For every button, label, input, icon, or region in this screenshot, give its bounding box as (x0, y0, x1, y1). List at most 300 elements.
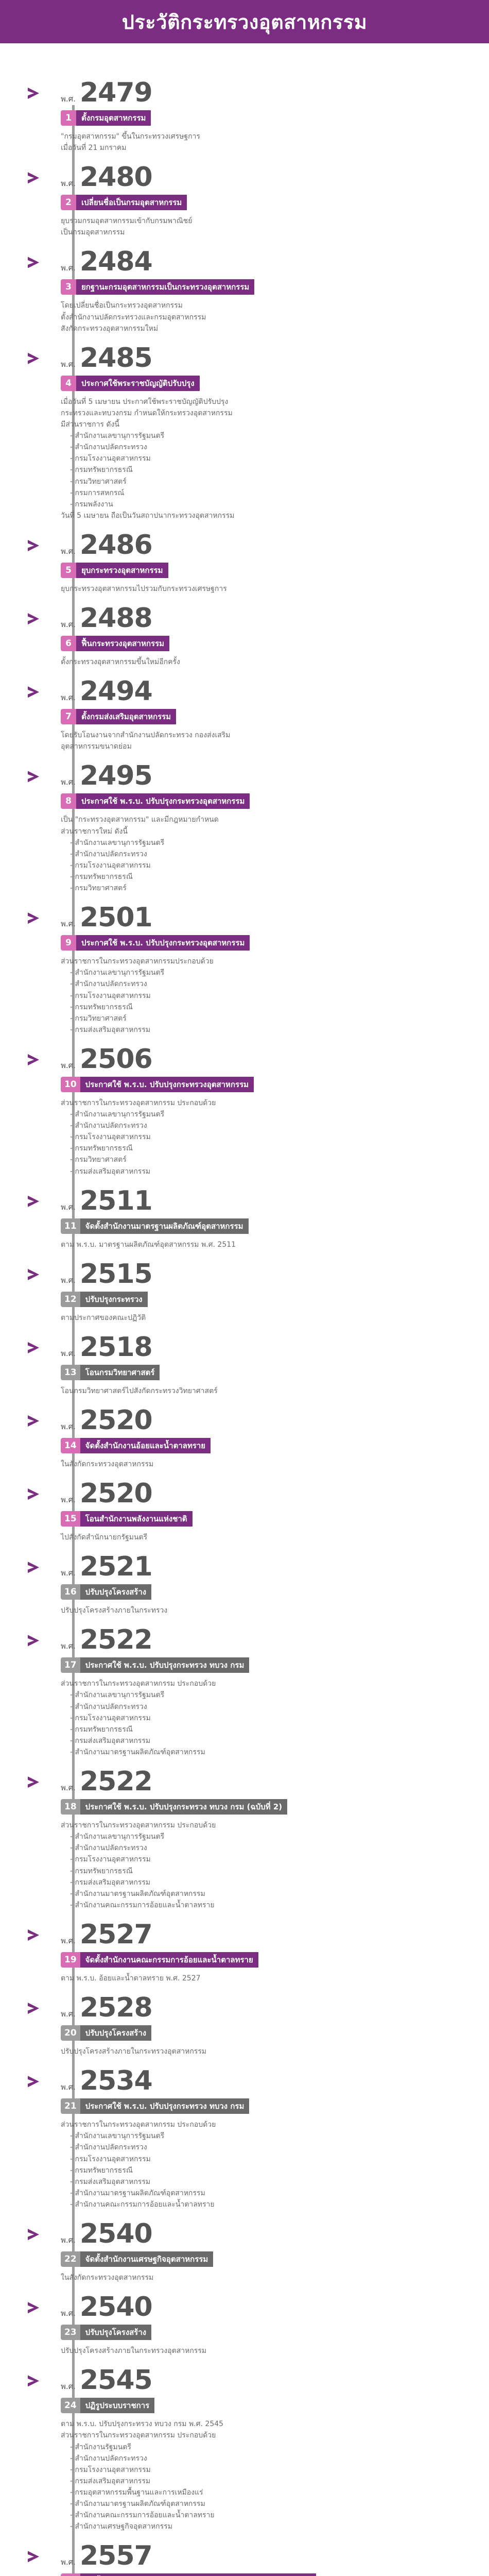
agency-list-item: - สำนักงานปลัดกระทรวง (70, 1702, 147, 1711)
event-label (61, 563, 468, 578)
entry-year: 2557 (79, 2540, 152, 2572)
entry-year: 2522 (79, 1766, 152, 1798)
entry-year: 2518 (79, 1331, 152, 1363)
event-title: ปฏิรูประบบราชการ (80, 2398, 155, 2413)
event-label (61, 195, 468, 210)
event-number: 17 (61, 1657, 80, 1673)
event-title: ประกาศใช้ พ.ร.บ. ปรับปรุงกระทรวง ทบวง กรม (80, 1657, 250, 1673)
event-title: ตั้งกรมส่งเสริมอุตสาหกรรม (76, 709, 176, 724)
agency-list-item: - กรมพลังงาน (70, 500, 113, 509)
description-line: เป็นกรมอุตสาหกรรม (61, 228, 125, 237)
event-description (61, 956, 421, 1036)
description-line: โดยเปลี่ยนชื่อเป็นกระทรวงอุตสาหกรรม (61, 301, 183, 310)
description-line: อุตสาหกรรมขนาดย่อม (61, 742, 132, 751)
event-label (61, 110, 468, 126)
era-prefix: พ.ศ. (61, 2557, 76, 2567)
year-line (61, 1331, 468, 1363)
timeline-entry (61, 2294, 468, 2357)
timeline-entry (61, 1921, 468, 1984)
event-description (61, 1312, 421, 1324)
agency-list-item: - กรมส่งเสริมอุตสาหกรรม (70, 1736, 151, 1745)
year-line (61, 2540, 468, 2572)
event-label (61, 2398, 468, 2413)
arrow-marker-icon (28, 540, 39, 551)
agency-list-item: - สำนักงานเลขานุการรัฐมนตรี (70, 1110, 165, 1119)
year-line (61, 2218, 468, 2250)
event-label (61, 793, 468, 809)
arrow-marker-icon (28, 1776, 39, 1788)
entry-year: 2488 (79, 603, 152, 634)
event-description (61, 1532, 421, 1543)
agency-list-item: - สำนักงานเลขานุการรัฐมนตรี (70, 838, 165, 847)
year-line (61, 760, 468, 792)
arrow-marker-icon (28, 2375, 39, 2386)
agency-list-item: - กรมโรงงานอุตสาหกรรม (70, 991, 151, 1000)
event-description (61, 1678, 421, 1758)
era-prefix: พ.ศ. (61, 1348, 76, 1358)
event-title: ยุบกระทรวงอุตสาหกรรม (76, 563, 168, 578)
entry-year: 2515 (79, 1258, 152, 1290)
event-title: โอนกรมวิทยาศาสตร์ (80, 1365, 160, 1380)
era-prefix: พ.ศ. (61, 620, 76, 630)
arrow-marker-icon (28, 2003, 39, 2014)
entry-year: 2480 (79, 162, 152, 193)
arrow-marker-icon (28, 2076, 39, 2087)
event-description (61, 2418, 421, 2532)
page-header (0, 0, 489, 43)
event-number: 3 (61, 279, 76, 295)
year-line (61, 1043, 468, 1075)
agency-list-item: - กรมวิทยาศาสตร์ (70, 884, 127, 893)
agency-list-item: - กรมทรัพยากรธรณี (70, 1867, 133, 1875)
event-title: ประกาศใช้ พ.ร.บ. ปรับปรุงกระทรวงอุตสาหกรรม (80, 1077, 254, 1092)
description-line: ตาม พ.ร.บ. มาตรฐานผลิตภัณฑ์อุตสาหกรรม พ.ศ. 2511 (61, 1240, 236, 1249)
event-number: 18 (61, 1799, 80, 1815)
description-line: ไปสังกัดสำนักนายกรัฐมนตรี (61, 1533, 148, 1542)
event-description (61, 396, 421, 521)
agency-list-item: - กรมการสหกรณ์ (70, 488, 125, 497)
description-line: ปรับปรุงโครงสร้างภายในกระทรวง (61, 1606, 168, 1615)
event-label (61, 279, 468, 295)
agency-list-item: - กรมทรัพยากรธรณี (70, 1725, 133, 1734)
agency-list-item: - สำนักงานปลัดกระทรวง (70, 850, 147, 858)
agency-list-item: - สำนักงานปลัดกระทรวง (70, 2143, 147, 2152)
era-prefix: พ.ศ. (61, 2235, 76, 2245)
arrow-marker-icon (28, 686, 39, 698)
event-label (61, 2325, 468, 2340)
agency-list-item: - สำนักงานมาตรฐานผลิตภัณฑ์อุตสาหกรรม (70, 1889, 205, 1898)
timeline-entries (61, 79, 468, 2576)
event-title: ฟื้นกระทรวงอุตสาหกรรม (76, 636, 169, 651)
event-description (61, 2119, 421, 2210)
event-label (61, 2098, 468, 2114)
description-line: ส่วนราชการในกระทรวงอุตสาหกรรมประกอบด้วย (61, 957, 214, 966)
arrow-marker-icon (28, 1342, 39, 1353)
history-timeline (0, 43, 489, 2576)
event-description (61, 1820, 421, 1911)
description-line: ปรับปรุงโครงสร้างภายในกระทรวงอุตสาหกรรม (61, 2047, 207, 2056)
event-label (61, 1218, 468, 1234)
description-line: ส่วนราชการใหม่ ดังนี้ (61, 827, 128, 836)
era-prefix: พ.ศ. (61, 1060, 76, 1070)
era-prefix: พ.ศ. (61, 94, 76, 104)
year-line (61, 529, 468, 561)
era-prefix: พ.ศ. (61, 1568, 76, 1578)
entry-year: 2534 (79, 2065, 152, 2097)
event-title: ประกาศใช้ พ.ร.บ. ปรับปรุงกระทรวงอุตสาหกรรม (76, 793, 250, 809)
agency-list-item: - สำนักงานปลัดกระทรวง (70, 2454, 147, 2463)
year-line (61, 79, 468, 106)
description-line: ส่วนราชการในกระทรวงอุตสาหกรรม ประกอบด้วย (61, 1680, 216, 1688)
agency-list-item: - สำนักงานคณะกรรมการอ้อยและน้ำตาลทราย (70, 2511, 215, 2520)
era-prefix: พ.ศ. (61, 2082, 76, 2092)
arrow-marker-icon (28, 257, 39, 268)
entry-year: 2520 (79, 1478, 152, 1510)
entry-year: 2485 (79, 342, 152, 374)
event-number: 15 (61, 1511, 80, 1527)
event-title: โอนสำนักงานพลังงานแห่งชาติ (80, 1511, 193, 1527)
event-number: 2 (61, 195, 76, 210)
description-line: ส่วนราชการในกระทรวงอุตสาหกรรม ประกอบด้วย (61, 2431, 216, 2440)
description-line: เมื่อวันที่ 21 มกราคม (61, 144, 127, 152)
event-number: 16 (61, 1584, 80, 1600)
event-label (61, 1952, 468, 1968)
agency-list-item: - สำนักงานมาตรฐานผลิตภัณฑ์อุตสาหกรรม (70, 2500, 205, 2509)
event-number: 4 (61, 376, 76, 391)
agency-list-item: - กรมส่งเสริมอุตสาหกรรม (70, 1167, 151, 1176)
timeline-entry (61, 248, 468, 334)
description-line: ส่วนราชการในกระทรวงอุตสาหกรรม ประกอบด้วย (61, 1821, 216, 1830)
entry-year: 2494 (79, 676, 152, 707)
agency-list-item: - สำนักงานเลขานุการรัฐมนตรี (70, 969, 165, 977)
timeline-entry (61, 904, 468, 1036)
event-description (61, 1605, 421, 1616)
event-description (61, 730, 421, 752)
page-title: ประวัติกระทรวงอุตสาหกรรม (121, 10, 368, 33)
agency-list-item: - กรมทรัพยากรธรณี (70, 872, 133, 881)
timeline-entry (61, 1994, 468, 2057)
description-line: ยุบรวมกรมอุตสาหกรรมเข้ากับกรมพาณิชย์ (61, 217, 193, 226)
event-description (61, 1973, 421, 1984)
year-line (61, 342, 468, 374)
event-description (61, 583, 421, 595)
event-number: 14 (61, 1438, 80, 1453)
year-line (61, 2367, 468, 2394)
event-title: ประกาศใช้ พ.ร.บ. ปรับปรุงกระทรวง ทบวง กรม (ฉบับที่ 2) (80, 1799, 287, 1815)
era-prefix: พ.ศ. (61, 1202, 76, 1212)
event-description (61, 215, 421, 238)
era-prefix: พ.ศ. (61, 919, 76, 929)
timeline-entry (61, 762, 468, 894)
event-title: จัดตั้งสำนักงานเศรษฐกิจอุตสาหกรรม (80, 2251, 214, 2267)
description-line: โอนกรมวิทยาศาสตร์ไปสังกัดกระทรวงวิทยาศาสตร์ (61, 1386, 218, 1395)
entry-year: 2527 (79, 1919, 152, 1950)
year-line (61, 1624, 468, 1656)
entry-year: 2545 (79, 2365, 152, 2396)
event-title: ปรับปรุงโครงสร้าง (80, 1584, 151, 1600)
year-line (61, 1921, 468, 1948)
arrow-marker-icon (28, 1635, 39, 1646)
description-line: ยุบกระทรวงอุตสาหกรรมไปรวมกับกระทรวงเศรษฐการ (61, 584, 227, 593)
event-description (61, 814, 421, 894)
era-prefix: พ.ศ. (61, 179, 76, 189)
event-title: จัดตั้งสำนักงานมาตรฐานผลิตภัณฑ์อุตสาหกรรม (80, 1218, 249, 1234)
description-line: มีส่วนราชการ ดังนี้ (61, 420, 119, 429)
event-label (61, 935, 468, 951)
event-number: 12 (61, 1292, 80, 1307)
era-prefix: พ.ศ. (61, 1422, 76, 1432)
year-line (61, 2292, 468, 2323)
description-line: ตาม พ.ร.บ. อ้อยและน้ำตาลทราย พ.ศ. 2527 (61, 1974, 201, 1982)
event-number: 1 (61, 110, 76, 126)
entry-year: 2479 (79, 77, 152, 108)
event-number: 6 (61, 636, 76, 651)
description-line: โดยรับโอนงานจากสำนักงานปลัดกระทรวง กองส่งเสริม (61, 731, 231, 740)
event-number: 20 (61, 2025, 80, 2041)
description-line: เมื่อวันที่ 5 เมษายน ประกาศใช้พระราชบัญญัติปรับปรุง (61, 397, 229, 406)
event-label (61, 1657, 468, 1673)
entry-year: 2484 (79, 246, 152, 278)
event-title: จัดตั้งสำนักงานอ้อยและน้ำตาลทราย (80, 1438, 211, 1453)
event-number (61, 2573, 80, 2576)
event-title: ตั้งกรมอุตสาหกรรม (76, 110, 151, 126)
year-line (61, 1478, 468, 1510)
event-label (61, 1584, 468, 1600)
event-description (61, 300, 421, 334)
entry-year: 2522 (79, 1624, 152, 1656)
year-line (61, 1185, 468, 1216)
description-line: ตั้งกระทรวงอุตสาหกรรมขึ้นใหม่อีกครั้ง (61, 658, 180, 667)
event-description (61, 2272, 421, 2283)
year-line (61, 1766, 468, 1798)
event-label (61, 1365, 468, 1380)
era-prefix: พ.ศ. (61, 1783, 76, 1793)
agency-list-item: - กรมโรงงานอุตสาหกรรม (70, 1855, 151, 1864)
agency-list-item: - สำนักงานคณะกรรมการอ้อยและน้ำตาลทราย (70, 1901, 215, 1909)
agency-list-item: - สำนักงานปลัดกระทรวง (70, 980, 147, 989)
timeline-entry (61, 1407, 468, 1470)
era-prefix: พ.ศ. (61, 693, 76, 703)
year-line (61, 1407, 468, 1434)
agency-list-item: - กรมวิทยาศาสตร์ (70, 1156, 127, 1164)
entry-year: 2540 (79, 2218, 152, 2250)
timeline-entry (61, 342, 468, 521)
agency-list-item: - กรมโรงงานอุตสาหกรรม (70, 2465, 151, 2474)
event-label (61, 1077, 468, 1092)
agency-list-item: - กรมส่งเสริมอุตสาหกรรม (70, 2177, 151, 2186)
agency-list-item: - กรมทรัพยากรธรณี (70, 2166, 133, 2175)
year-line (61, 1992, 468, 2024)
era-prefix: พ.ศ. (61, 1641, 76, 1651)
arrow-marker-icon (28, 2302, 39, 2313)
arrow-marker-icon (28, 613, 39, 624)
event-label (61, 2025, 468, 2041)
era-prefix: พ.ศ. (61, 1495, 76, 1505)
era-prefix: พ.ศ. (61, 1275, 76, 1285)
timeline-entry (61, 605, 468, 668)
agency-list-item: - กรมโรงงานอุตสาหกรรม (70, 861, 151, 870)
description-line: ตั้งสำนักงานปลัดกระทรวงและกรมอุตสาหกรรม (61, 313, 206, 321)
description-line: ส่วนราชการในกระทรวงอุตสาหกรรม ประกอบด้วย (61, 2121, 216, 2129)
event-number: 7 (61, 709, 76, 724)
event-number: 21 (61, 2098, 80, 2114)
year-line (61, 1258, 468, 1290)
arrow-marker-icon (28, 771, 39, 782)
entry-year: 2528 (79, 1992, 152, 2024)
agency-list-item: - สำนักงานมาตรฐานผลิตภัณฑ์อุตสาหกรรม (70, 1748, 205, 1757)
event-title: ปรับปรุงโครงสร้าง (80, 2325, 151, 2340)
event-label (61, 1511, 468, 1527)
timeline-entry (61, 2218, 468, 2283)
arrow-marker-icon (28, 88, 39, 99)
agency-list-item: - สำนักงานเลขานุการรัฐมนตรี (70, 1691, 165, 1700)
description-line: ส่วนราชการในกระทรวงอุตสาหกรรม ประกอบด้วย (61, 1098, 216, 1107)
arrow-marker-icon (28, 353, 39, 364)
entry-year: 2521 (79, 1551, 152, 1583)
arrow-marker-icon (28, 2229, 39, 2240)
agency-list-item: - สำนักงานรัฐมนตรี (70, 2443, 131, 2451)
event-description (61, 1239, 421, 1250)
event-number: 24 (61, 2398, 80, 2413)
agency-list-item: - กรมโรงงานอุตสาหกรรม (70, 2155, 151, 2163)
year-line (61, 605, 468, 632)
event-description (61, 1385, 421, 1397)
event-number: 9 (61, 935, 76, 951)
event-number: 23 (61, 2325, 80, 2340)
agency-list-item: - สำนักงานปลัดกระทรวง (70, 443, 147, 452)
arrow-marker-icon (28, 1929, 39, 1941)
timeline-entry (61, 1043, 468, 1177)
event-number: 11 (61, 1218, 80, 1234)
event-title: ปรับปรุงกระทรวง (80, 1292, 148, 1307)
agency-list-item: - กรมวิทยาศาสตร์ (70, 477, 127, 486)
description-line: ตามประกาศของคณะปฏิวัติ (61, 1313, 146, 1322)
year-line (61, 164, 468, 191)
era-prefix: พ.ศ. (61, 2309, 76, 2318)
entry-year: 2501 (79, 902, 152, 934)
event-description (61, 1097, 421, 1177)
timeline-entry (61, 529, 468, 595)
agency-list-item: - กรมทรัพยากรธรณี (70, 1003, 133, 1011)
agency-list-item: - กรมส่งเสริมอุตสาหกรรม (70, 1025, 151, 1034)
description-line: กระทรวงและทบวงกรม กำหนดให้กระทรวงอุตสาหกรรม (61, 409, 233, 417)
description-line: ปรับปรุงโครงสร้างภายในกระทรวงอุตสาหกรรม (61, 2347, 207, 2355)
event-title: ประกาศใช้พระราชบัญญัติปรับปรุง (76, 376, 200, 391)
event-number: 19 (61, 1952, 80, 1968)
timeline-entry (61, 164, 468, 238)
description-line: สังกัดกระทรวงอุตสาหกรรมใหม่ (61, 324, 159, 333)
arrow-marker-icon (28, 1269, 39, 1280)
event-number: 22 (61, 2251, 80, 2267)
description-line: "กรมอุตสาหกรรม" ขึ้นในกระทรวงเศรษฐการ (61, 132, 200, 141)
agency-list-item: - สำนักงานคณะกรรมการอ้อยและน้ำตาลทราย (70, 2200, 215, 2209)
event-label (61, 1438, 468, 1453)
arrow-marker-icon (28, 1415, 39, 1427)
arrow-marker-icon (28, 1196, 39, 1207)
timeline-entry (61, 2540, 468, 2576)
description-line: วันที่ 5 เมษายน ถือเป็นวันสถาปนากระทรวงอุตสาหกรรม (61, 511, 235, 520)
event-label (61, 2573, 468, 2576)
agency-list-item: - กรมโรงงานอุตสาหกรรม (70, 454, 151, 463)
entry-year: 2540 (79, 2292, 152, 2323)
entry-year: 2511 (79, 1185, 152, 1216)
agency-list-item: - สำนักงานเลขานุการรัฐมนตรี (70, 1833, 165, 1841)
arrow-marker-icon (28, 2551, 39, 2562)
event-number: 13 (61, 1365, 80, 1380)
arrow-marker-icon (28, 1054, 39, 1065)
timeline-entry (61, 1185, 468, 1250)
entry-year: 2486 (79, 529, 152, 561)
event-title: ปรับปรุงโครงสร้าง (80, 2025, 151, 2041)
entry-year: 2495 (79, 760, 152, 792)
event-title: เปลี่ยนชื่อเป็นกรมอุตสาหกรรม (76, 195, 187, 210)
timeline-entry (61, 1553, 468, 1616)
agency-list-item: - กรมส่งเสริมอุตสาหกรรม (70, 1878, 151, 1887)
description-line: ในสังกัดกระทรวงอุตสาหกรรม (61, 1460, 154, 1469)
event-label (61, 636, 468, 651)
arrow-marker-icon (28, 1488, 39, 1500)
timeline-entry (61, 1768, 468, 1911)
agency-list-item: - กรมโรงงานอุตสาหกรรม (70, 1714, 151, 1722)
event-number: 10 (61, 1077, 80, 1092)
agency-list-item: - สำนักงานมาตรฐานผลิตภัณฑ์อุตสาหกรรม (70, 2189, 205, 2197)
event-number: 8 (61, 793, 76, 809)
event-label (61, 1292, 468, 1307)
agency-list-item: - กรมทรัพยากรธรณี (70, 466, 133, 474)
entry-year: 2520 (79, 1405, 152, 1436)
event-description (61, 2046, 421, 2057)
timeline-entry (61, 1258, 468, 1324)
agency-list-item: - สำนักงานปลัดกระทรวง (70, 1122, 147, 1130)
agency-list-item: - กรมวิทยาศาสตร์ (70, 1014, 127, 1023)
description-line: เป็น "กระทรวงอุตสาหกรรม" และมีกฎหมายกำหนด (61, 816, 219, 824)
timeline-entry (61, 1480, 468, 1543)
timeline-entry (61, 2067, 468, 2210)
agency-list-item: - สำนักงานเลขานุการรัฐมนตรี (70, 2132, 165, 2141)
timeline-entry (61, 2367, 468, 2532)
event-description (61, 131, 421, 154)
era-prefix: พ.ศ. (61, 359, 76, 369)
event-label (61, 709, 468, 724)
arrow-marker-icon (28, 172, 39, 183)
agency-list-item: - สำนักงานเลขานุการรัฐมนตรี (70, 432, 165, 440)
entry-year: 2506 (79, 1043, 152, 1075)
year-line (61, 2065, 468, 2097)
event-description (61, 1459, 421, 1470)
timeline-entry (61, 1331, 468, 1397)
event-number: 5 (61, 563, 76, 578)
event-label (61, 1799, 468, 1815)
year-line (61, 246, 468, 278)
agency-list-item: - สำนักงานปลัดกระทรวง (70, 1844, 147, 1853)
agency-list-item: - กรมโรงงานอุตสาหกรรม (70, 1133, 151, 1142)
era-prefix: พ.ศ. (61, 777, 76, 787)
event-title: ยกฐานะกรมอุตสาหกรรมเป็นกระทรวงอุตสาหกรรม (76, 279, 254, 295)
event-label (61, 376, 468, 391)
year-line (61, 902, 468, 934)
event-title (80, 2573, 317, 2576)
era-prefix: พ.ศ. (61, 2009, 76, 2019)
agency-list-item: - กรมส่งเสริมอุตสาหกรรม (70, 2477, 151, 2485)
event-title: จัดตั้งสำนักงานคณะกรรมการอ้อยและน้ำตาลทราย (80, 1952, 258, 1968)
description-line: ตาม พ.ร.บ. ปรับปรุงกระทรวง ทบวง กรม พ.ศ. 2545 (61, 2420, 224, 2429)
timeline-entry (61, 1626, 468, 1758)
era-prefix: พ.ศ. (61, 1936, 76, 1945)
agency-list-item: - กรมทรัพยากรธรณี (70, 1144, 133, 1153)
event-title: ประกาศใช้ พ.ร.บ. ปรับปรุงกระทรวง ทบวง กรม (80, 2098, 250, 2114)
event-description (61, 2345, 421, 2357)
agency-list-item: - สำนักงานเศรษฐกิจอุตสาหกรรม (70, 2522, 172, 2531)
